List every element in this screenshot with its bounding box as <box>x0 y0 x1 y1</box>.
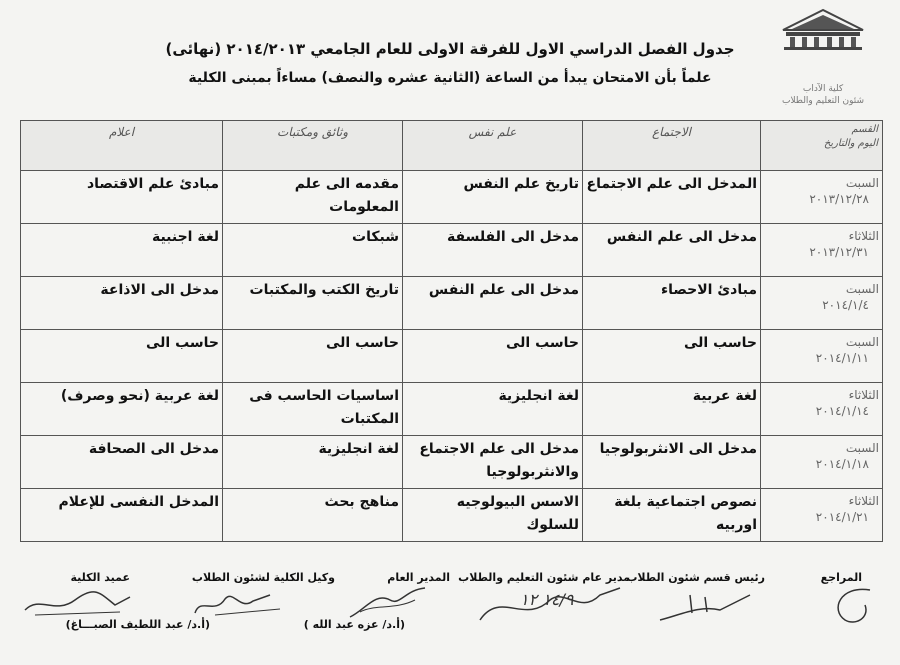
table-cell: مدخل الى علم النفس <box>403 277 583 330</box>
dept-head-title: رئيس قسم شئون الطلاب <box>626 571 765 584</box>
table-row <box>21 383 883 436</box>
table-cell: مدخل الى علم الاجتماع والانثربولوجيا <box>403 436 583 489</box>
table-cell: حاسب الى <box>223 330 403 383</box>
building-emblem-icon <box>778 8 868 50</box>
table-cell: المدخل الى علم الاجتماع <box>583 171 761 224</box>
table-cell: شبكات <box>223 224 403 277</box>
table-row <box>21 436 883 489</box>
table-cell: لغة انجليزية <box>403 383 583 436</box>
table-row <box>21 171 883 224</box>
row-date: ٢٠١٤/١/١١ <box>815 351 869 365</box>
row-day: السبت <box>845 176 879 190</box>
column-header-library: وثائق ومكتبات <box>223 121 403 171</box>
row-date-cell <box>761 330 883 383</box>
row-date-cell <box>761 277 883 330</box>
dean-signature-icon <box>20 585 140 620</box>
date-header-dept: القسم <box>851 124 878 135</box>
row-day: الثلاثاء <box>848 494 879 508</box>
table-cell: مدخل الى الصحافة <box>21 436 223 489</box>
row-date: ٢٠١٤/١/٤ <box>822 298 869 312</box>
table-cell: لغة اجنبية <box>21 224 223 277</box>
row-date: ٢٠١٣/١٢/٢٨ <box>809 192 869 206</box>
dean-title: عميد الكلية <box>70 571 130 584</box>
page-subtitle: علماً بأن الامتحان يبدأ من الساعة (الثانية عشره والنصف) مساءاً بمبنى الكلية <box>188 70 712 86</box>
table-cell: لغة عربية (نحو وصرف) <box>21 383 223 436</box>
row-date: ٢٠١٤/١/١٤ <box>815 404 869 418</box>
table-row <box>21 277 883 330</box>
table-cell: تاريخ علم النفس <box>403 171 583 224</box>
table-cell: مبادئ الاحصاء <box>583 277 761 330</box>
reviewer-signature-icon <box>820 580 880 630</box>
row-date: ٢٠١٤/١/١٨ <box>815 457 869 471</box>
row-date-cell <box>761 436 883 489</box>
table-header-row <box>21 121 883 171</box>
exam-schedule-table <box>20 120 883 542</box>
logo-faculty-name: كلية الآداب <box>802 84 844 94</box>
table-cell: لغة انجليزية <box>223 436 403 489</box>
row-day: السبت <box>845 282 879 296</box>
table-cell: لغة عربية <box>583 383 761 436</box>
table-cell: حاسب الى <box>403 330 583 383</box>
dept-head-signature-icon <box>650 585 760 625</box>
table-cell: مناهج بحث <box>223 489 403 542</box>
table-row <box>21 224 883 277</box>
faculty-logo <box>758 8 888 106</box>
table-cell: تاريخ الكتب والمكتبات <box>223 277 403 330</box>
row-day: السبت <box>845 335 879 349</box>
table-row <box>21 330 883 383</box>
date-header-daydate: اليوم والتاريخ <box>823 138 878 149</box>
row-date-cell <box>761 489 883 542</box>
row-date-cell <box>761 224 883 277</box>
table-row <box>21 489 883 542</box>
table-cell: مدخل الى الفلسفة <box>403 224 583 277</box>
vice-dean-signature-icon <box>185 585 295 620</box>
table-cell: مبادئ علم الاقتصاد <box>21 171 223 224</box>
table-cell: حاسب الى <box>21 330 223 383</box>
table-cell: المدخل النفسى للإعلام <box>21 489 223 542</box>
row-date: ٢٠١٤/١/٢١ <box>815 510 869 524</box>
row-day: الثلاثاء <box>848 388 879 402</box>
director-title: المدير العام <box>387 571 450 584</box>
logo-department-name: شئون التعليم والطلاب <box>781 96 865 106</box>
table-cell: مقدمه الى علم المعلومات <box>223 171 403 224</box>
handwritten-date: ١٤/٩ ١٢ <box>520 590 574 609</box>
row-day: الثلاثاء <box>848 229 879 243</box>
general-manager-title: مدير عام شئون التعليم والطلاب <box>458 571 630 584</box>
row-day: السبت <box>845 441 879 455</box>
dean-name: (أ.د/ عبد اللطيف الصبـــاغ) <box>65 618 210 631</box>
page-title: جدول الفصل الدراسي الاول للفرقة الاولى للعام الجامعي ٢٠١٤/٢٠١٣ (نهائى) <box>165 40 735 58</box>
reviewer-title: المراجع <box>820 571 862 584</box>
table-cell: مدخل الى الاذاعة <box>21 277 223 330</box>
table-cell: اساسيات الحاسب فى المكتبات <box>223 383 403 436</box>
row-date-cell <box>761 383 883 436</box>
vice-dean-name: (أ.د/ عزه عبد الله ) <box>303 618 405 631</box>
table-cell: الاسس البيولوجيه للسلوك <box>403 489 583 542</box>
column-header-sociology: الاجتماع <box>583 121 761 171</box>
column-header-media: اعلام <box>21 121 223 171</box>
row-date-cell <box>761 171 883 224</box>
column-header-psychology: علم نفس <box>403 121 583 171</box>
vice-dean-title: وكيل الكلية لشئون الطلاب <box>191 571 335 584</box>
table-cell: نصوص اجتماعية بلغة اوربيه <box>583 489 761 542</box>
date-column-header <box>761 121 883 171</box>
director-signature-icon <box>345 582 435 622</box>
row-date: ٢٠١٣/١٢/٣١ <box>809 245 869 259</box>
table-cell: مدخل الى علم النفس <box>583 224 761 277</box>
table-cell: حاسب الى <box>583 330 761 383</box>
table-cell: مدخل الى الانثربولوجيا <box>583 436 761 489</box>
